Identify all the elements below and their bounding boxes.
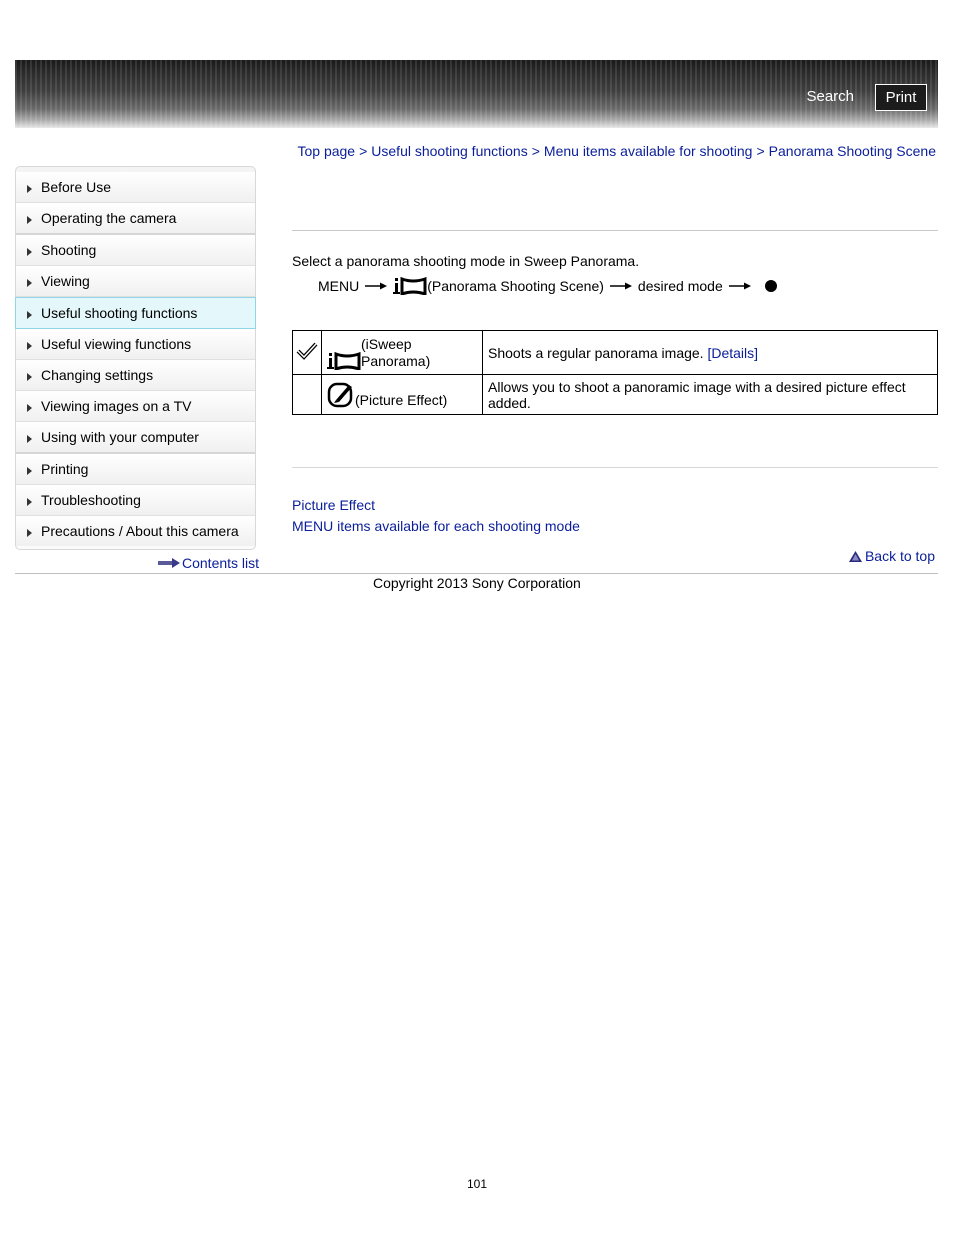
sidebar-item-viewing[interactable] — [16, 266, 255, 297]
sidebar-item-label: Useful shooting functions — [41, 305, 198, 321]
panorama-modes-table — [292, 330, 938, 415]
sidebar-nav — [15, 166, 256, 550]
triangle-up-icon — [849, 551, 862, 562]
breadcrumb-top-page[interactable]: Top page — [297, 143, 356, 159]
mode-description: Shoots a regular panorama image. — [488, 344, 704, 361]
sidebar-item-label: Troubleshooting — [41, 492, 141, 508]
sidebar-item-precautions[interactable] — [16, 516, 255, 546]
sidebar-item-operating-the-camera[interactable] — [16, 203, 255, 235]
isweep-panorama-icon — [327, 352, 361, 370]
search-link[interactable]: Search — [806, 88, 854, 105]
sidebar-item-troubleshooting[interactable] — [16, 485, 255, 516]
sidebar-item-changing-settings[interactable] — [16, 360, 255, 391]
breadcrumb-separator: > — [531, 143, 540, 159]
sidebar-item-label: Using with your computer — [41, 429, 199, 445]
triangle-right-icon — [27, 435, 32, 443]
mode-name-cell — [322, 331, 483, 375]
sidebar-item-label: Changing settings — [41, 367, 154, 383]
menu-path — [318, 277, 777, 295]
table-row — [293, 331, 938, 375]
contents-list-link[interactable] — [158, 555, 259, 571]
title-divider — [292, 230, 938, 231]
menu-mode-label: desired mode — [637, 278, 723, 294]
sidebar-item-label: Shooting — [41, 242, 97, 258]
menu-item-label: (Panorama Shooting Scene) — [427, 278, 604, 294]
sidebar-item-useful-shooting-functions[interactable] — [15, 297, 256, 329]
sidebar-item-label: Before Use — [41, 179, 112, 195]
print-button[interactable]: Print — [875, 84, 927, 111]
triangle-right-icon — [27, 279, 32, 287]
picture-effect-icon — [327, 381, 355, 409]
menu-label: MENU — [318, 278, 360, 294]
arrow-right-icon — [729, 282, 751, 290]
sidebar-item-label: Operating the camera — [41, 210, 177, 226]
page-number: 101 — [466, 1177, 488, 1191]
mode-name: (Picture Effect) — [355, 391, 448, 408]
breadcrumb-useful-shooting-functions[interactable]: Useful shooting functions — [371, 143, 528, 159]
sidebar-item-label: Viewing images on a TV — [41, 398, 192, 414]
sidebar-item-useful-viewing-functions[interactable] — [16, 329, 255, 360]
sidebar-item-viewing-images-on-tv[interactable] — [16, 391, 255, 422]
sidebar-item-label: Viewing — [41, 273, 90, 289]
mode-description-cell — [483, 331, 938, 375]
triangle-right-icon — [27, 311, 32, 319]
checkmark-icon — [296, 341, 318, 361]
arrow-right-icon — [365, 282, 387, 290]
related-link-picture-effect[interactable]: Picture Effect — [292, 497, 376, 513]
details-link[interactable]: [Details] — [707, 344, 759, 361]
breadcrumb-menu-items[interactable]: Menu items available for shooting — [543, 143, 753, 159]
center-button-icon — [765, 280, 777, 292]
header-bar — [15, 60, 938, 128]
triangle-right-icon — [27, 216, 32, 224]
mode-name: (iSweep Panorama) — [361, 335, 431, 369]
sidebar-item-using-with-computer[interactable] — [16, 422, 255, 454]
back-to-top-label: Back to top — [864, 548, 935, 564]
sidebar-item-before-use[interactable] — [16, 172, 255, 203]
breadcrumb — [297, 143, 936, 159]
triangle-right-icon — [27, 342, 32, 350]
arrow-right-icon — [610, 282, 632, 290]
related-divider — [292, 467, 938, 468]
arrow-right-icon — [158, 558, 180, 568]
back-to-top-link[interactable] — [849, 548, 935, 564]
selected-cell — [293, 331, 322, 375]
isweep-panorama-icon — [393, 277, 427, 295]
contents-list-label: Contents list — [182, 555, 260, 571]
intro-text: Select a panorama shooting mode in Sweep Panorama. — [292, 253, 640, 269]
mode-name-cell — [322, 375, 483, 415]
sidebar-item-label: Printing — [41, 461, 89, 477]
breadcrumb-panorama-shooting-scene[interactable]: Panorama Shooting Scene — [768, 143, 936, 159]
triangle-right-icon — [27, 467, 32, 475]
sidebar-item-shooting[interactable] — [16, 235, 255, 266]
copyright-text: Copyright 2013 Sony Corporation — [373, 575, 581, 591]
related-link-menu-items[interactable]: MENU items available for each shooting mode — [292, 518, 580, 534]
mode-description-cell — [483, 375, 938, 415]
triangle-right-icon — [27, 498, 32, 506]
sidebar-item-label: Useful viewing functions — [41, 336, 192, 352]
sidebar-item-label: Precautions / About this camera — [41, 523, 239, 539]
breadcrumb-separator: > — [359, 143, 368, 159]
footer-divider — [15, 573, 938, 574]
table-row — [293, 375, 938, 415]
mode-description: Allows you to shoot a panoramic image with a desired picture effect added. — [488, 378, 906, 411]
triangle-right-icon — [27, 373, 32, 381]
selected-cell — [293, 375, 322, 415]
triangle-right-icon — [27, 529, 32, 537]
breadcrumb-separator: > — [756, 143, 765, 159]
triangle-right-icon — [27, 404, 32, 412]
triangle-right-icon — [27, 248, 32, 256]
sidebar-item-printing[interactable] — [16, 454, 255, 485]
triangle-right-icon — [27, 185, 32, 193]
